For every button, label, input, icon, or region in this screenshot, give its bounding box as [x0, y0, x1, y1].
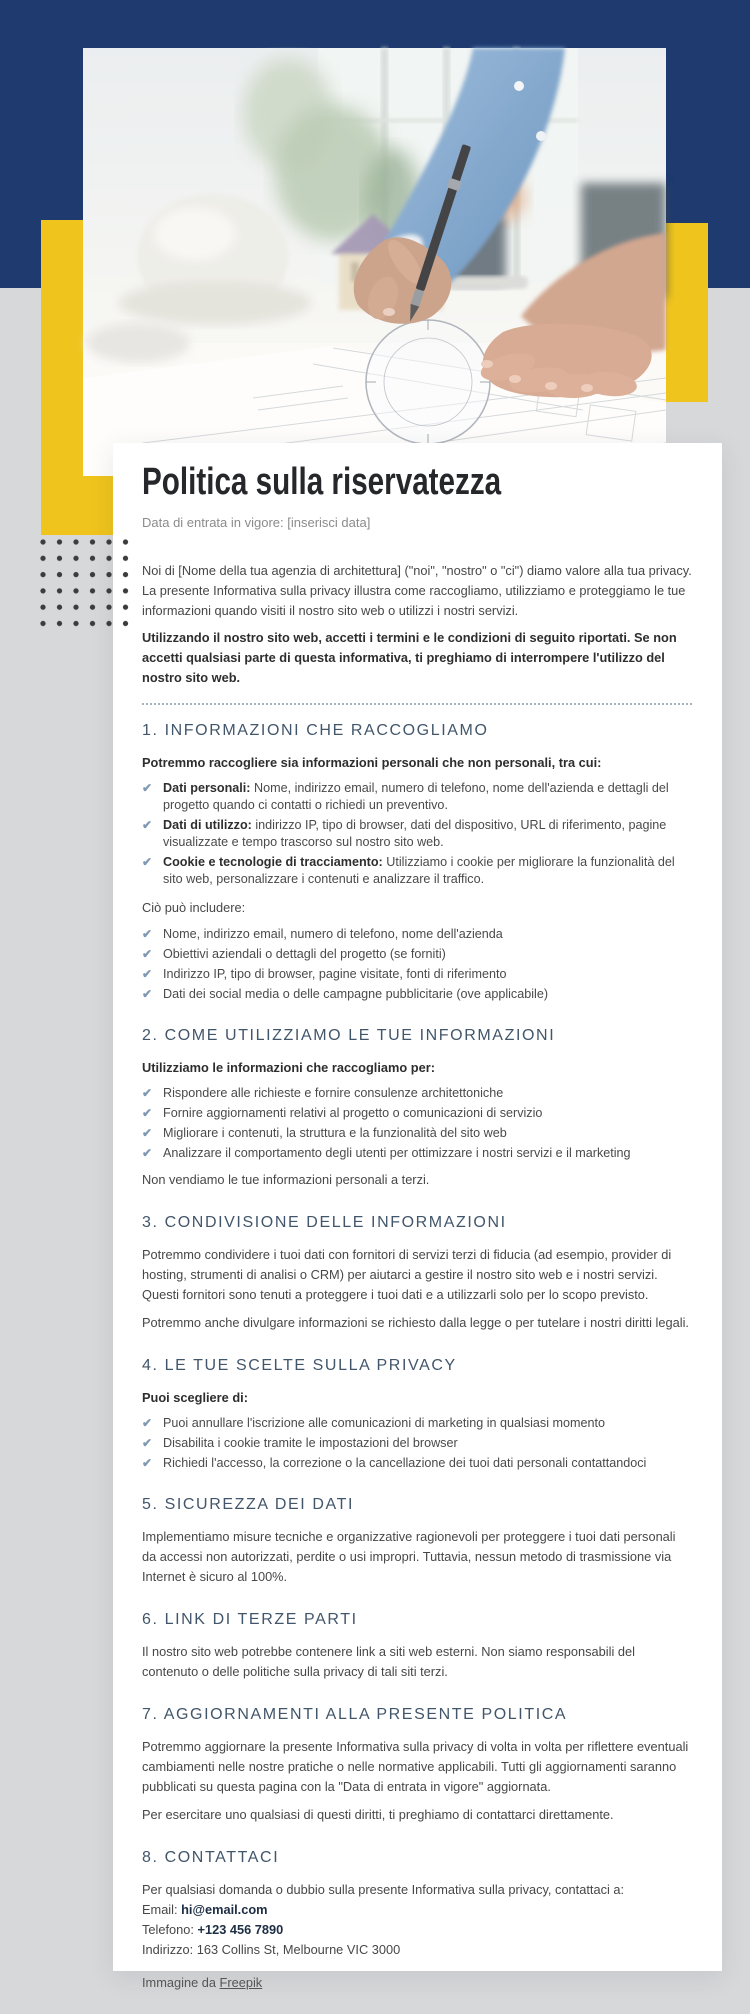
bullet-text: Indirizzo IP, tipo di browser, pagine visitate, fonti di riferimento [163, 967, 507, 981]
section-5-paragraph: Implementiamo misure tecniche e organizzative ragionevoli per proteggere i tuoi dati personali da accessi non autorizzati, perdite o usi impropri. Tuttavia, nessun metodo di trasmissione via Internet è sicuro al 100%. [142, 1529, 676, 1584]
bullet-bold: Dati di utilizzo: [163, 818, 252, 832]
bullet-bold: Cookie e tecnologie di tracciamento: [163, 855, 383, 869]
check-icon: ✔ [142, 1146, 153, 1160]
section-3-paragraph: Potremmo anche divulgare informazioni se richiesto dalla legge o per tutelare i nostri diritti legali. [142, 1315, 689, 1330]
check-icon: ✔ [142, 1106, 153, 1120]
bullet-text: Dati dei social media o delle campagne pubblicitarie (ove applicabile) [163, 987, 549, 1001]
section-heading-3: 3. CONDIVISIONE DELLE INFORMAZIONI [142, 1214, 507, 1231]
architect-photo-illustration [83, 48, 666, 476]
section-heading-1: 1. INFORMAZIONI CHE RACCOGLIAMO [142, 722, 489, 739]
section-7-paragraph: Per esercitare uno qualsiasi di questi diritti, ti preghiamo di contattarci direttamente. [142, 1807, 614, 1822]
check-list-item [142, 986, 692, 1003]
contact-phone-link[interactable]: +123 456 7890 [197, 1922, 284, 1937]
contact-email-link[interactable]: hi@email.com [181, 1902, 268, 1917]
contact-address: 163 Collins St, Melbourne VIC 3000 [196, 1942, 401, 1957]
contact-email-label: Email: [142, 1902, 182, 1917]
dotted-divider [142, 703, 692, 705]
section-heading-6: 6. LINK DI TERZE PARTI [142, 1611, 358, 1628]
section-heading-5: 5. SICUREZZA DEI DATI [142, 1496, 354, 1513]
section-heading-8: 8. CONTATTACI [142, 1849, 280, 1866]
check-icon: ✔ [142, 987, 153, 1001]
check-icon: ✔ [142, 967, 153, 981]
bullet-text [163, 854, 692, 888]
check-icon: ✔ [142, 1416, 153, 1430]
contact-intro: Per qualsiasi domanda o dubbio sulla presente Informativa sulla privacy, contattaci a: [142, 1882, 625, 1897]
section-3-paragraph: Potremmo condividere i tuoi dati con fornitori di servizi terzi di fiducia (ad esempio, provider di hosting, strumenti di analisi o CRM) per aiutarci a gestire il nostro sito web e i nostri servizi. Questi fornitori sono tenuti a proteggere i tuoi dati e a utilizzarli solo per lo scopo previsto. [142, 1247, 672, 1302]
section-heading-4: 4. LE TUE SCELTE SULLA PRIVACY [142, 1357, 457, 1374]
check-icon: ✔ [142, 1456, 153, 1470]
check-list-item [142, 966, 692, 983]
image-credit [142, 1974, 692, 1992]
section-2-after: Non vendiamo le tue informazioni personali a terzi. [142, 1172, 430, 1187]
yellow-bar-right [666, 223, 708, 402]
intro-paragraph: Noi di [Nome della tua agenzia di architettura] ("noi", "nostro" o "ci") diamo valore alla tua privacy. La presente Informativa sulla privacy illustra come raccogliamo, utilizziamo e proteggiamo le tue informazioni quando visiti il nostro sito web o utilizzi i nostri servizi. [142, 563, 692, 618]
check-list-item [142, 780, 692, 814]
check-list-item [142, 926, 692, 943]
yellow-bar-left-foot [83, 476, 114, 535]
freepik-link[interactable]: Freepik [219, 1975, 263, 1990]
bullet-text: Fornire aggiornamenti relativi al progetto o comunicazioni di servizio [163, 1106, 543, 1120]
check-icon: ✔ [142, 927, 153, 941]
check-icon: ✔ [142, 1086, 153, 1100]
bullet-rest: indirizzo IP, tipo di browser, dati del dispositivo, URL di riferimento, pagine visualizzate e tempo trascorso sul nostro sito web. [163, 818, 667, 849]
check-icon: ✔ [142, 855, 153, 869]
check-list-item [142, 1125, 692, 1142]
check-list-item [142, 854, 692, 888]
check-icon: ✔ [142, 1436, 153, 1450]
page-title [142, 459, 692, 505]
bullet-text [163, 817, 692, 851]
check-list [142, 1085, 692, 1162]
contact-phone-line [142, 1920, 692, 1940]
privacy-card [113, 443, 722, 1990]
bullet-text: Obiettivi aziendali o dettagli del progetto (se forniti) [163, 947, 446, 961]
section-1-lead: Potremmo raccogliere sia informazioni personali che non personali, tra cui: [142, 755, 602, 770]
bullet-rest: Utilizziamo i cookie per migliorare la funzionalità del sito web, personalizzare i contenuti e analizzare il traffico. [163, 855, 675, 886]
bullet-text: Migliorare i contenuti, la struttura e la funzionalità del sito web [163, 1126, 507, 1140]
bullet-text: Nome, indirizzo email, numero di telefono, nome dell'azienda [163, 927, 503, 941]
check-list [142, 780, 692, 888]
contact-address-label: Indirizzo: [142, 1942, 197, 1957]
check-list-item [142, 1105, 692, 1122]
check-list-item [142, 1415, 692, 1432]
contact-phone-label: Telefono: [142, 1922, 198, 1937]
bullet-text [163, 780, 692, 814]
bullet-bold: Dati personali: [163, 781, 251, 795]
bullet-text: Puoi annullare l'iscrizione alle comunicazioni di marketing in qualsiasi momento [163, 1416, 606, 1430]
image-credit-prefix: Immagine da [142, 1975, 220, 1990]
bullet-text: Richiedi l'accesso, la correzione o la cancellazione dei tuoi dati personali contattandoci [163, 1456, 647, 1470]
check-list [142, 926, 692, 1003]
check-icon: ✔ [142, 947, 153, 961]
bullet-rest: Nome, indirizzo email, numero di telefono, nome dell'azienda e dettagli del progetto quando ci contatti o richiedi un preventivo. [163, 781, 669, 812]
check-list-item [142, 1145, 692, 1162]
check-icon: ✔ [142, 781, 153, 795]
contact-block [142, 1880, 692, 1960]
yellow-bar-left [41, 220, 83, 535]
check-list-item [142, 946, 692, 963]
page-title-text: Politica sulla riservatezza [142, 461, 502, 503]
check-list [142, 1415, 692, 1472]
check-list-item [142, 1085, 692, 1102]
section-heading-2: 2. COME UTILIZZIAMO LE TUE INFORMAZIONI [142, 1027, 556, 1044]
check-list-item [142, 1435, 692, 1452]
contact-address-line [142, 1940, 692, 1960]
check-list-item [142, 817, 692, 851]
bullet-text: Rispondere alle richieste e fornire consulenze architettoniche [163, 1086, 504, 1100]
section-4-lead: Puoi scegliere di: [142, 1390, 248, 1405]
section-7-paragraph: Potremmo aggiornare la presente Informativa sulla privacy di volta in volta per riflettere eventuali cambiamenti nelle nostre pratiche o nelle normative applicabili. Tutti gli aggiornamenti saranno pubblicati su questa pagina con la "Data di entrata in vigore" aggiornata. [142, 1739, 689, 1794]
bullet-text: Disabilita i cookie tramite le impostazioni del browser [163, 1436, 458, 1450]
intro-bold-paragraph: Utilizzando il nostro sito web, accetti i termini e le condizioni di seguito riportati. Se non accetti qualsiasi parte di questa informativa, ti preghiamo di interrompere l'utilizzo del nostro sito web. [142, 630, 677, 685]
section-6-paragraph: Il nostro sito web potrebbe contenere link a siti web esterni. Non siamo responsabili del contenuto o delle politiche sulla privacy di tali siti terzi. [142, 1644, 635, 1679]
contact-email-line [142, 1900, 692, 1920]
check-icon: ✔ [142, 818, 153, 832]
bullet-text: Analizzare il comportamento degli utenti per ottimizzare i nostri servizi e il marketing [163, 1146, 631, 1160]
section-1-mid: Ciò può includere: [142, 900, 246, 915]
dots-pattern [36, 534, 133, 632]
check-list-item [142, 1455, 692, 1472]
section-heading-7: 7. AGGIORNAMENTI ALLA PRESENTE POLITICA [142, 1706, 568, 1723]
architect-photo [83, 48, 666, 476]
check-icon: ✔ [142, 1126, 153, 1140]
section-2-lead: Utilizziamo le informazioni che raccogliamo per: [142, 1060, 435, 1075]
effective-date: Data di entrata in vigore: [inserisci data] [142, 515, 371, 530]
